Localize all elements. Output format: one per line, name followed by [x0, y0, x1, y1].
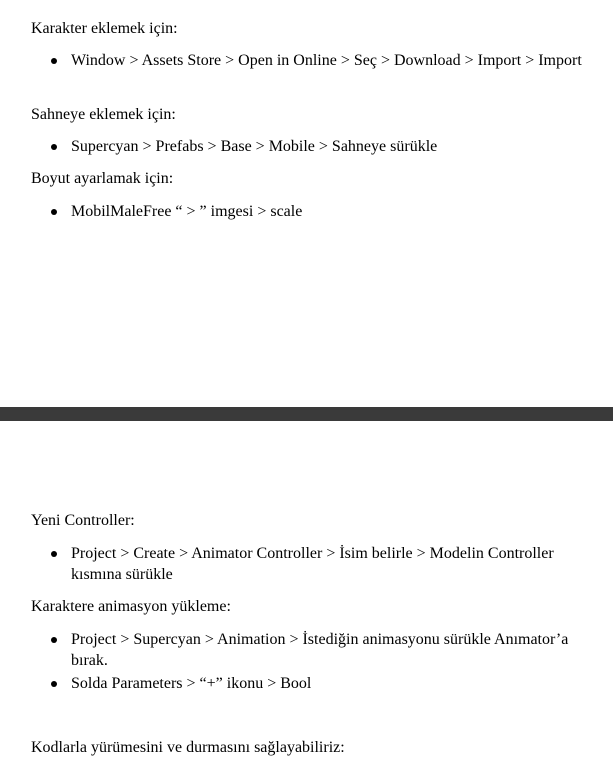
- list-item-text: Supercyan > Prefabs > Base > Mobile > Sahneye sürükle: [71, 138, 438, 155]
- section-new-controller: [31, 510, 591, 585]
- list-item-text: Project > Supercyan > Animation > İstediğin animasyonu sürükle Anımator’a bırak.: [71, 631, 569, 669]
- section-add-character: [31, 18, 591, 71]
- section-set-size: [31, 168, 591, 222]
- list-item: [31, 201, 591, 222]
- list-item: [31, 673, 591, 694]
- bullet-icon: [51, 681, 57, 687]
- bullet-list: [31, 629, 591, 694]
- list-item: [31, 50, 591, 71]
- list-item-text: Project > Create > Animator Controller > İsim belirle > Modelin Controller kısmına sürükle: [71, 545, 554, 583]
- bullet-icon: [51, 58, 57, 64]
- section-heading: Kodlarla yürümesini ve durmasını sağlayabiliriz:: [31, 739, 345, 756]
- section-heading: Yeni Controller:: [31, 512, 135, 529]
- bullet-list: [31, 50, 591, 71]
- section-code-walk: [31, 737, 591, 758]
- list-item-text: Solda Parameters > “+” ikonu > Bool: [71, 675, 312, 692]
- section-heading: Karaktere animasyon yükleme:: [31, 598, 231, 615]
- section-heading: Boyut ayarlamak için:: [31, 170, 174, 187]
- list-item: [31, 629, 591, 671]
- page-2: [0, 421, 613, 777]
- list-item-text: Window > Assets Store > Open in Online > Seç > Download > Import > Import: [71, 52, 582, 69]
- bullet-list: [31, 543, 591, 585]
- bullet-list: [31, 201, 591, 222]
- list-item-text: MobilMaleFree “ > ” imgesi > scale: [71, 203, 303, 220]
- list-item: [31, 543, 591, 585]
- section-heading: Sahneye eklemek için:: [31, 106, 176, 123]
- section-add-to-scene: [31, 104, 591, 157]
- list-item: [31, 136, 591, 157]
- bullet-icon: [51, 551, 57, 557]
- section-load-animation: [31, 596, 591, 694]
- bullet-icon: [51, 637, 57, 643]
- bullet-list: [31, 136, 591, 157]
- bullet-icon: [51, 144, 57, 150]
- section-heading: Karakter eklemek için:: [31, 20, 178, 37]
- bullet-icon: [51, 209, 57, 215]
- page-separator: [0, 407, 613, 421]
